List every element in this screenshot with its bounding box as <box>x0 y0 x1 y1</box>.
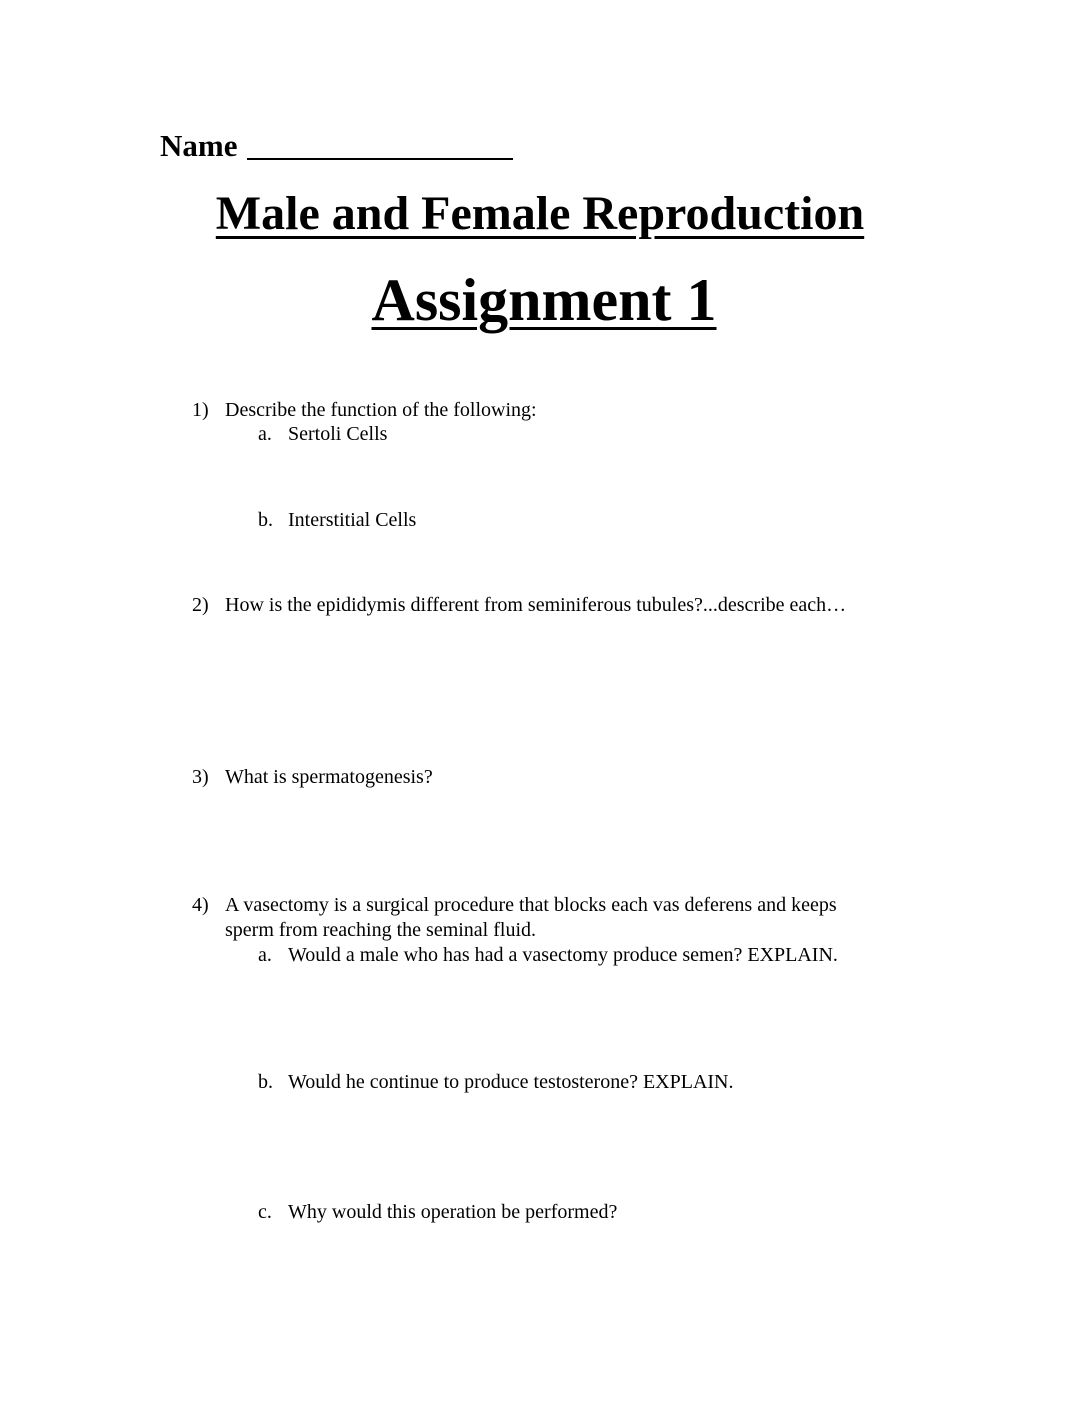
question-4c-text: Why would this operation be performed? <box>288 1201 618 1223</box>
question-4-number: 4) <box>192 894 209 916</box>
question-4b-text: Would he continue to produce testosterone? EXPLAIN. <box>288 1071 734 1093</box>
question-4c-letter: c. <box>258 1201 272 1223</box>
name-blank-line <box>247 130 513 160</box>
question-2-number: 2) <box>192 594 209 616</box>
name-label: Name <box>160 128 238 163</box>
question-1b-letter: b. <box>258 509 273 531</box>
question-4-text-line-1: A vasectomy is a surgical procedure that blocks each vas deferens and keeps <box>225 894 837 916</box>
worksheet-title: Male and Female Reproduction <box>215 187 865 240</box>
question-1b-text: Interstitial Cells <box>288 509 417 531</box>
name-field <box>160 128 513 164</box>
question-3-number: 3) <box>192 766 209 788</box>
question-3-text: What is spermatogenesis? <box>225 766 433 788</box>
question-4-text-line-2: sperm from reaching the seminal fluid. <box>225 919 537 941</box>
question-1a-letter: a. <box>258 423 272 445</box>
question-2-text: How is the epididymis different from seminiferous tubules?...describe each… <box>225 594 847 616</box>
question-4a-letter: a. <box>258 944 272 966</box>
question-4a-text: Would a male who has had a vasectomy produce semen? EXPLAIN. <box>288 944 838 966</box>
question-1a-text: Sertoli Cells <box>288 423 388 445</box>
question-1-text: Describe the function of the following: <box>225 399 537 421</box>
question-1-number: 1) <box>192 399 209 421</box>
question-4b-letter: b. <box>258 1071 273 1093</box>
assignment-title: Assignment 1 <box>371 267 717 333</box>
